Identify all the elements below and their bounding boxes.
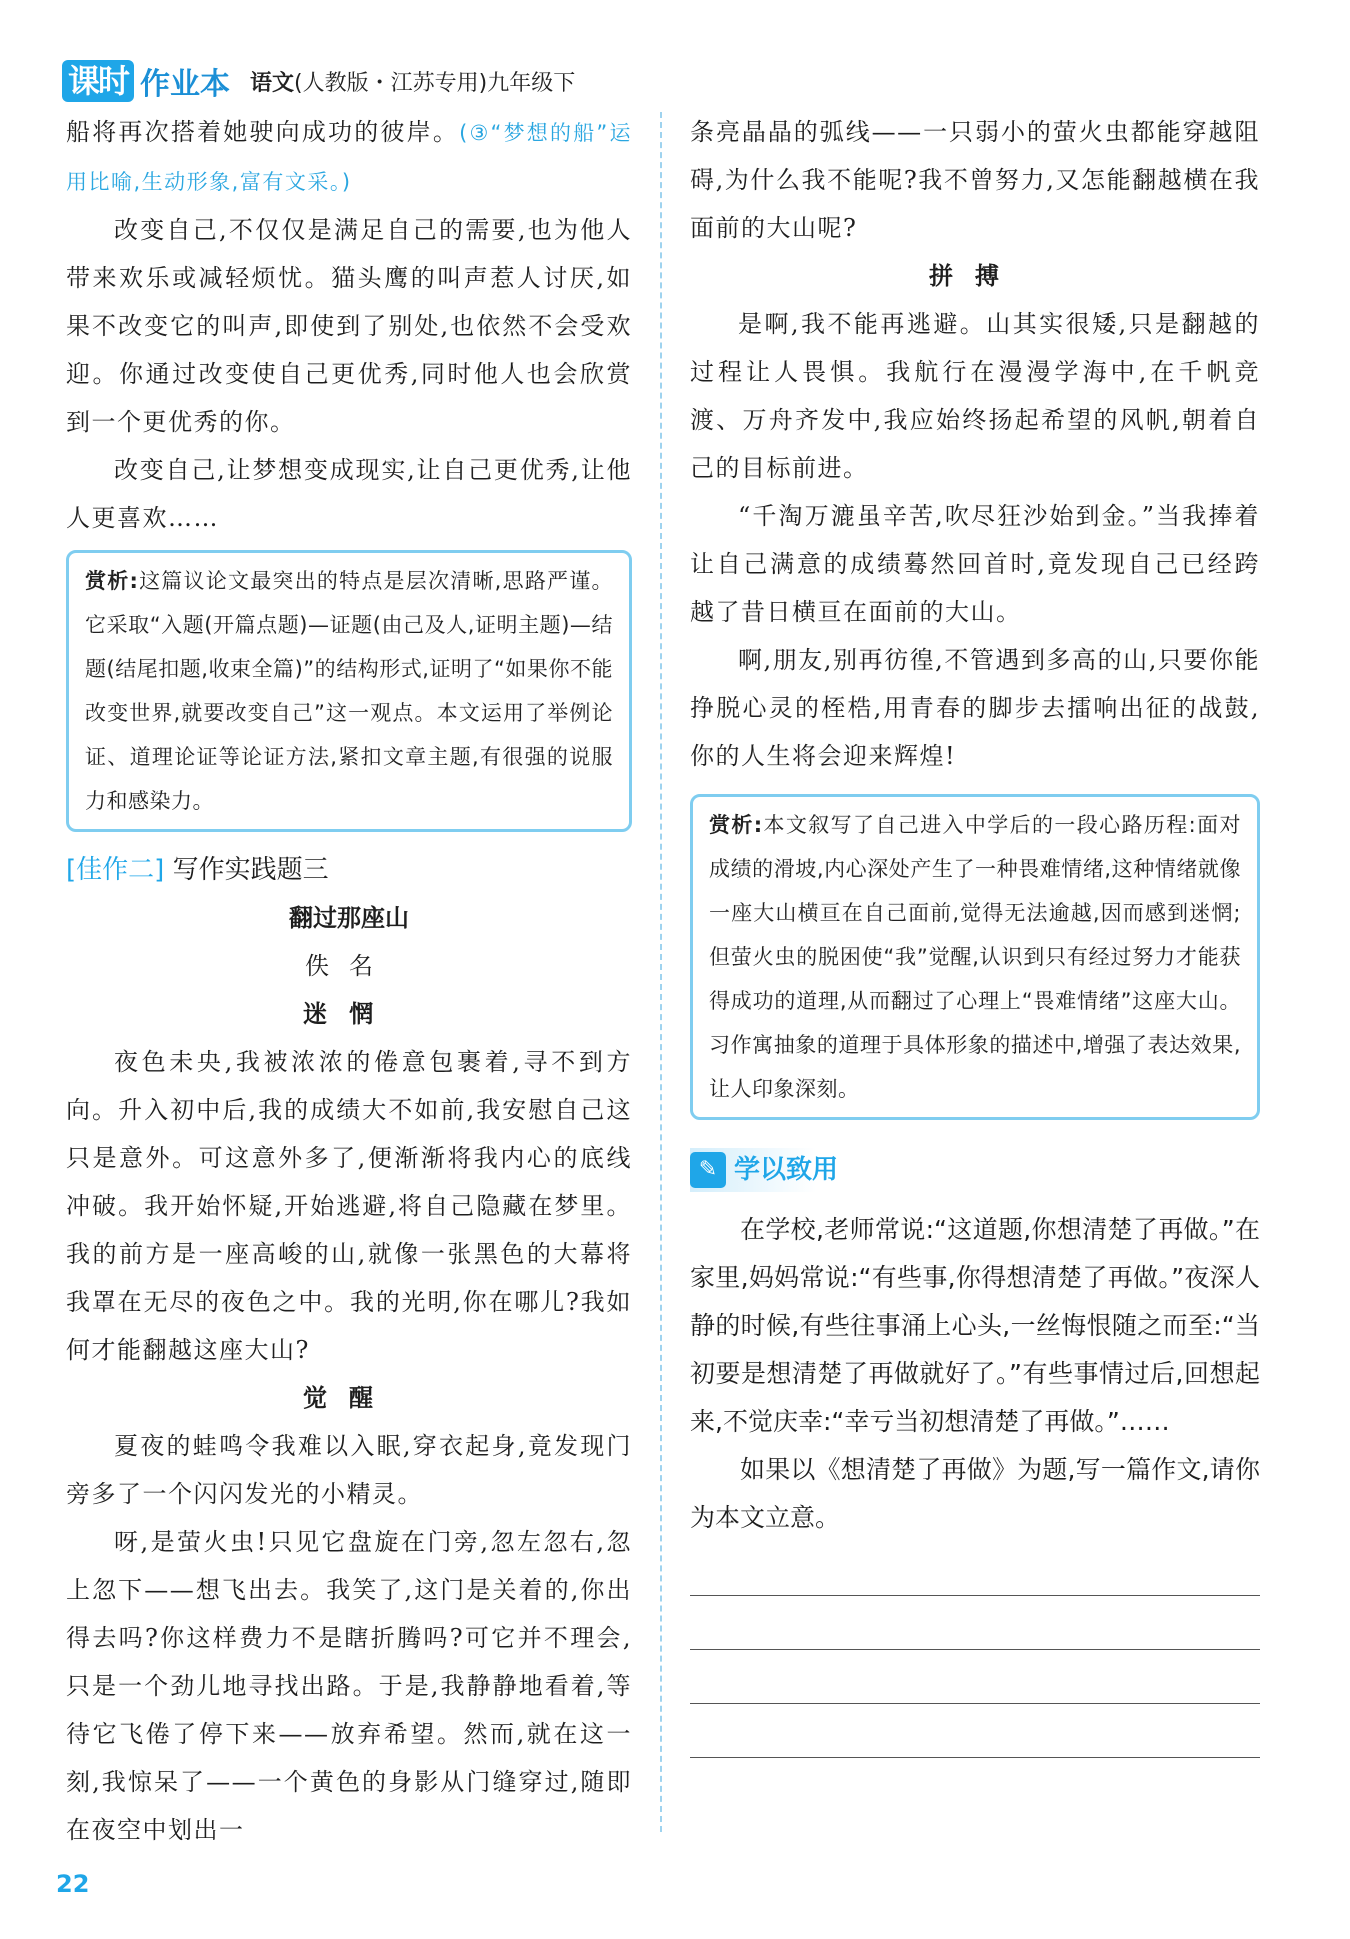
answer-line[interactable] <box>690 1595 1260 1596</box>
brand-name: 作业本 <box>140 67 231 102</box>
subheading-juexing: 觉醒 <box>303 1383 395 1412</box>
analysis-box <box>66 550 632 832</box>
analysis-box <box>690 794 1260 1120</box>
analysis-text: 本文叙写了自己进入中学后的一段心路历程:面对成绩的滑坡,内心深处产生了一种畏难情绪,这种情绪就像一座大山横亘在自己面前,觉得无法逾越,因而感到迷惘;但萤火虫的脱困使“我”觉醒,认识到只有经过努力才能获得成功的道理,从而翻过了心理上“畏难情绪”这座大山。习作寓抽象的道理于具体形象的描述中,增强了表达效果,让人印象深刻。 <box>709 813 1241 1101</box>
right-column <box>690 108 1260 1758</box>
paragraph <box>66 108 632 206</box>
pencil-icon: ✎ <box>690 1152 726 1188</box>
subject-label: 语文 <box>250 70 295 96</box>
paragraph: “千淘万漉虽辛苦,吹尽狂沙始到金。”当我捧着让自己满意的成绩蓦然回首时,竟发现自己已经跨越了昔日横亘在面前的大山。 <box>690 502 1260 626</box>
paragraph: 是啊,我不能再逃避。山其实很矮,只是翻越的过程让人畏惧。我航行在漫漫学海中,在千帆竞渡、万舟齐发中,我应始终扬起希望的风帆,朝着自己的目标前进。 <box>690 310 1260 482</box>
essay-title: 翻过那座山 <box>289 904 409 932</box>
section-title: 写作实践题三 <box>172 855 329 885</box>
paragraph: 啊,朋友,别再彷徨,不管遇到多高的山,只要你能挣脱心灵的桎梏,用青春的脚步去擂响出征的战鼓,你的人生将会迎来辉煌! <box>690 646 1260 770</box>
analysis-label: 赏析: <box>85 569 139 593</box>
paragraph: 如果以《想清楚了再做》为题,写一篇作文,请你为本文立意。 <box>690 1455 1260 1532</box>
edition-label: (人教版・江苏专用)九年级下 <box>294 70 576 96</box>
paragraph: 条亮晶晶的弧线——一只弱小的萤火虫都能穿越阻碍,为什么我不能呢?我不曾努力,又怎能翻越横在我面前的大山呢? <box>690 118 1260 242</box>
paragraph: 夜色未央,我被浓浓的倦意包裹着,寻不到方向。升入初中后,我的成绩大不如前,我安慰自己这只是意外。可这意外多了,便渐渐将我内心的底线冲破。我开始怀疑,开始逃避,将自己隐藏在梦里。我的前方是一座高峻的山,就像一张黑色的大幕将我罩在无尽的夜色之中。我的光明,你在哪儿?我如何才能翻越这座大山? <box>66 1048 632 1364</box>
annotation-note: (③“梦想的船”运用比喻,生动形象,富有文采。) <box>66 121 632 194</box>
answer-line[interactable] <box>690 1649 1260 1650</box>
section-tag: [佳作二] <box>66 855 165 885</box>
paragraph: 在学校,老师常说:“这道题,你想清楚了再做。”在家里,妈妈常说:“有些事,你得想清楚了再做。”夜深人静的时候,有些往事涌上心头,一丝悔恨随之而至:“当初要是想清楚了再做就好了。”有些事情过后,回想起来,不觉庆幸:“幸亏当初想清楚了再做。”…… <box>690 1215 1260 1436</box>
analysis-label: 赏析: <box>709 813 763 837</box>
paragraph: 夏夜的蛙鸣令我难以入眠,穿衣起身,竟发现门旁多了一个闪闪发光的小精灵。 <box>66 1432 632 1508</box>
subheading-mitang: 迷惘 <box>303 999 395 1028</box>
section-heading <box>66 846 632 894</box>
paragraph: 改变自己,不仅仅是满足自己的需要,也为他人带来欢乐或减轻烦忧。猫头鹰的叫声惹人讨厌,如果不改变它的叫声,即使到了别处,也依然不会受欢迎。你通过改变使自己更优秀,同时他人也会欣赏到一个更优秀的你。 <box>66 216 632 436</box>
column-divider <box>660 112 662 1832</box>
analysis-text: 这篇议论文最突出的特点是层次清晰,思路严谨。它采取“入题(开篇点题)—证题(由己及人,证明主题)—结题(结尾扣题,收束全篇)”的结构形式,证明了“如果你不能改变世界,就要改变自己”这一观点。本文运用了举例论证、道理论证等论证方法,紧扣文章主题,有很强的说服力和感染力。 <box>85 569 613 813</box>
book-info <box>250 66 575 97</box>
paragraph-text: 船将再次搭着她驶向成功的彼岸。 <box>66 118 460 146</box>
brand-logo: 课时 <box>62 60 134 102</box>
page-number: 22 <box>56 1870 90 1898</box>
answer-line[interactable] <box>690 1703 1260 1704</box>
essay-author: 佚名 <box>305 952 393 980</box>
page-header <box>62 58 575 104</box>
paragraph: 呀,是萤火虫!只见它盘旋在门旁,忽左忽右,忽上忽下——想飞出去。我笑了,这门是关着的,你出得去吗?你这样费力不是瞎折腾吗?可它并不理会,只是一个劲儿地寻找出路。于是,我静静地看着,等待它飞倦了停下来——放弃希望。然而,就在这一刻,我惊呆了——一个黄色的身影从门缝穿过,随即在夜空中划出一 <box>66 1528 632 1844</box>
apply-title: 学以致用 <box>734 1155 839 1185</box>
paragraph: 改变自己,让梦想变成现实,让自己更优秀,让他人更喜欢…… <box>66 456 632 532</box>
apply-section-heading <box>690 1148 900 1192</box>
subheading-pinbo: 拼搏 <box>929 261 1021 290</box>
answer-line[interactable] <box>690 1757 1260 1758</box>
answer-area[interactable] <box>690 1595 1260 1758</box>
left-column <box>66 108 632 1854</box>
